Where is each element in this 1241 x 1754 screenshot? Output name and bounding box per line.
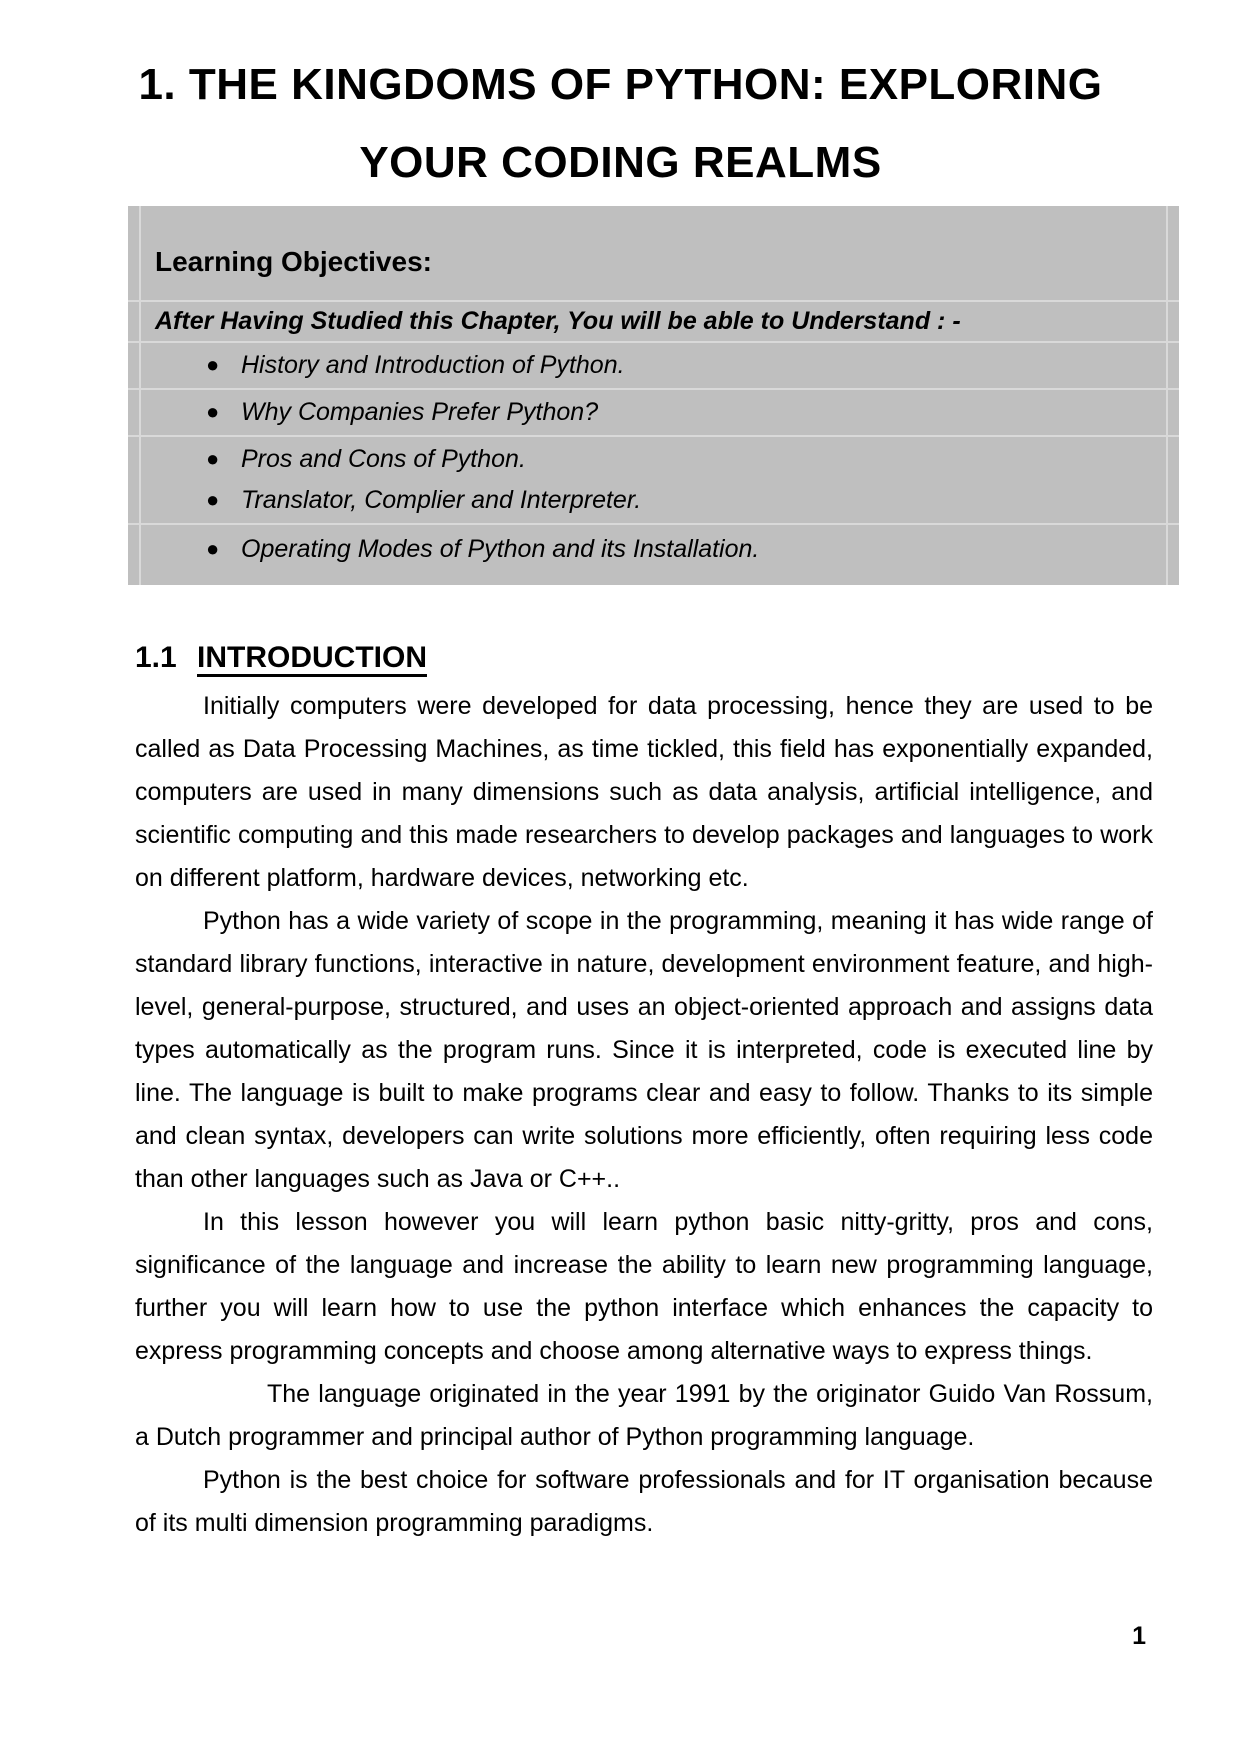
list-item	[155, 534, 1159, 564]
section-body	[135, 685, 1153, 1545]
page-number: 1	[1132, 1622, 1146, 1650]
objectives-bullet-row	[128, 388, 1179, 435]
objective-text: Pros and Cons of Python.	[241, 445, 526, 473]
chapter-title	[0, 46, 1241, 202]
section-title: INTRODUCTION	[197, 641, 427, 674]
objectives-bullet-row	[128, 341, 1179, 388]
objective-text: History and Introduction of Python.	[241, 351, 625, 379]
objectives-box-right-gutter-line	[1166, 206, 1168, 585]
paragraph: In this lesson however you will learn python basic nitty-gritty, pros and cons, significance of the language and increase the ability to learn new programming language, further you will learn how to use the python interface which enhances the capacity to express programming concepts and choose among alternative ways to express things.	[135, 1208, 1153, 1365]
objectives-box-left-gutter-line	[139, 206, 141, 585]
list-item	[155, 350, 1159, 380]
list-item	[155, 397, 1159, 427]
section-number: 1.1	[135, 641, 177, 674]
objective-text: Operating Modes of Python and its Installation.	[241, 535, 760, 563]
paragraph: Python has a wide variety of scope in the programming, meaning it has wide range of standard library functions, interactive in nature, development environment feature, and high-level, general-purpose, structured, and uses an object-oriented approach and assigns data types automatically as the program runs. Since it is interpreted, code is executed line by line. The language is built to make programs clear and easy to follow. Thanks to its simple and clean syntax, developers can write solutions more efficiently, often requiring less code than other languages such as Java or C++..	[135, 907, 1153, 1193]
objectives-bullet-row	[128, 435, 1179, 523]
objectives-header-row	[128, 206, 1179, 300]
objectives-bullet-row	[128, 523, 1179, 585]
bullet-icon: ●	[206, 399, 220, 424]
bullet-icon: ●	[206, 446, 220, 471]
objectives-heading: Learning Objectives:	[155, 246, 432, 277]
objectives-subtitle: After Having Studied this Chapter, You will be able to Understand : -	[155, 307, 961, 335]
paragraph: The language originated in the year 1991 by the originator Guido Van Rossum, a Dutch programmer and principal author of Python programming language.	[135, 1380, 1153, 1451]
section-heading	[135, 640, 1153, 676]
bullet-icon: ●	[206, 536, 220, 561]
chapter-title-line-2: YOUR CODING REALMS	[359, 138, 882, 187]
paragraph: Initially computers were developed for data processing, hence they are used to be called as Data Processing Machines, as time tickled, this field has exponentially expanded, computers are used in many dimensions such as data analysis, artificial intelligence, and scientific computing and this made researchers to develop packages and languages to work on different platform, hardware devices, networking etc.	[135, 692, 1153, 892]
objectives-subtitle-row	[128, 300, 1179, 341]
list-item	[155, 485, 1159, 515]
bullet-icon: ●	[206, 487, 220, 512]
learning-objectives-box	[128, 206, 1179, 585]
paragraph: Python is the best choice for software professionals and for IT organisation because of its multi dimension programming paradigms.	[135, 1466, 1153, 1537]
objective-text: Why Companies Prefer Python?	[241, 398, 599, 426]
bullet-icon: ●	[206, 352, 220, 377]
objective-text: Translator, Complier and Interpreter.	[241, 486, 642, 514]
chapter-title-line-1: 1. THE KINGDOMS OF PYTHON: EXPLORING	[138, 60, 1103, 109]
list-item	[155, 444, 1159, 474]
